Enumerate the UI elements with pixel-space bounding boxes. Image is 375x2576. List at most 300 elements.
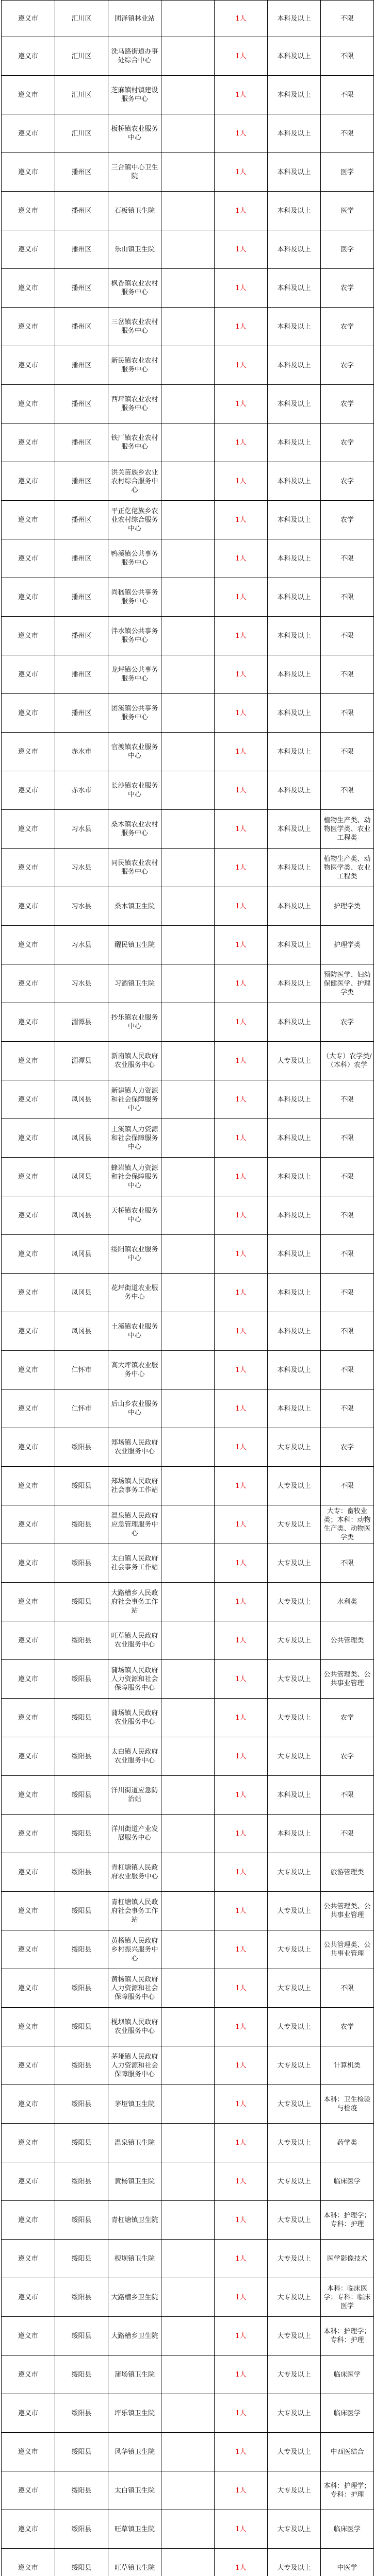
district-cell: 播州区 [55, 308, 108, 346]
table-row [2, 810, 374, 849]
education-cell: 大专及以上 [267, 2008, 320, 2046]
position-cell [161, 1660, 214, 1699]
table-row [2, 964, 374, 1003]
education-cell: 大专及以上 [267, 1660, 320, 1699]
district-cell: 播州区 [55, 462, 108, 501]
city-cell: 遵义市 [2, 501, 55, 539]
count-cell: 1人 [214, 1389, 267, 1428]
unit-cell: 石板镇卫生院 [108, 192, 161, 230]
education-cell: 本科及以上 [267, 887, 320, 926]
district-cell: 汇川区 [55, 1, 108, 37]
count-cell: 1人 [214, 1080, 267, 1119]
position-cell [161, 1235, 214, 1274]
position-cell [161, 539, 214, 578]
unit-cell: 茅垭镇卫生院 [108, 2085, 161, 2124]
city-cell: 遵义市 [2, 308, 55, 346]
unit-cell: 太白镇人民政府农业服务中心 [108, 1737, 161, 1776]
count-cell: 1人 [214, 1, 267, 37]
unit-cell: 桑木镇卫生院 [108, 887, 161, 926]
count-cell: 1人 [214, 1274, 267, 1312]
unit-cell: 天桥镇农业服务中心 [108, 1196, 161, 1235]
education-cell: 大专及以上 [267, 1621, 320, 1660]
unit-cell: 黄杨镇人民政府人力资源和社会保障服务中心 [108, 1969, 161, 2008]
education-cell: 本科及以上 [267, 733, 320, 771]
major-cell: 农学 [320, 501, 373, 539]
education-cell: 本科及以上 [267, 810, 320, 849]
education-cell: 大专及以上 [267, 2278, 320, 2317]
major-cell: 农学 [320, 308, 373, 346]
count-cell: 1人 [214, 1235, 267, 1274]
city-cell: 遵义市 [2, 346, 55, 385]
table-row [2, 1544, 374, 1583]
city-cell: 遵义市 [2, 2510, 55, 2549]
count-cell: 1人 [214, 2510, 267, 2549]
count-cell: 1人 [214, 2046, 267, 2085]
position-cell [161, 346, 214, 385]
table-row [2, 771, 374, 810]
major-cell: 本科：临床医学；专科：临床医学 [320, 2278, 373, 2317]
position-cell [161, 1389, 214, 1428]
district-cell: 绥阳县 [55, 2008, 108, 2046]
position-cell [161, 1196, 214, 1235]
major-cell: 不限 [320, 617, 373, 655]
count-cell: 1人 [214, 1003, 267, 1042]
table-row [2, 2394, 374, 2433]
count-cell: 1人 [214, 694, 267, 733]
major-cell: 不限 [320, 1080, 373, 1119]
district-cell: 播州区 [55, 269, 108, 308]
education-cell: 本科及以上 [267, 501, 320, 539]
city-cell: 遵义市 [2, 2201, 55, 2240]
position-cell [161, 501, 214, 539]
city-cell: 遵义市 [2, 810, 55, 849]
education-cell: 本科及以上 [267, 1158, 320, 1196]
city-cell: 遵义市 [2, 771, 55, 810]
table-row [2, 1930, 374, 1969]
count-cell: 1人 [214, 2008, 267, 2046]
education-cell: 本科及以上 [267, 1312, 320, 1351]
major-cell: 公共管理类、公共事业管理 [320, 1930, 373, 1969]
count-cell: 1人 [214, 1815, 267, 1853]
count-cell: 1人 [214, 1892, 267, 1930]
count-cell: 1人 [214, 771, 267, 810]
unit-cell: 洗马路街道办事处综合中心 [108, 37, 161, 76]
district-cell: 绥阳县 [55, 2355, 108, 2394]
city-cell: 遵义市 [2, 1312, 55, 1351]
count-cell: 1人 [214, 2201, 267, 2240]
count-cell: 1人 [214, 269, 267, 308]
position-cell [161, 1003, 214, 1042]
education-cell: 大专及以上 [267, 2433, 320, 2471]
district-cell: 绥阳县 [55, 1892, 108, 1930]
city-cell: 遵义市 [2, 2085, 55, 2124]
major-cell: 不限 [320, 578, 373, 617]
city-cell: 遵义市 [2, 1389, 55, 1428]
unit-cell: 大路槽乡卫生院 [108, 2278, 161, 2317]
table-row [2, 192, 374, 230]
major-cell: 植物生产类、动物医学类、农业工程类 [320, 810, 373, 849]
city-cell: 遵义市 [2, 1699, 55, 1737]
city-cell: 遵义市 [2, 1428, 55, 1467]
education-cell: 大专及以上 [267, 2162, 320, 2201]
education-cell: 本科及以上 [267, 76, 320, 114]
education-cell: 本科及以上 [267, 1776, 320, 1815]
education-cell: 本科及以上 [267, 771, 320, 810]
count-cell: 1人 [214, 308, 267, 346]
unit-cell: 青杠塘镇人民政府农业服务中心 [108, 1853, 161, 1892]
unit-cell: 高大坪镇农业服务中心 [108, 1351, 161, 1389]
count-cell: 1人 [214, 1119, 267, 1158]
position-cell [161, 1776, 214, 1815]
unit-cell: 土溪镇农业服务中心 [108, 1312, 161, 1351]
table-row [2, 76, 374, 114]
city-cell: 遵义市 [2, 1737, 55, 1776]
district-cell: 湄潭县 [55, 1042, 108, 1080]
table-row [2, 1467, 374, 1505]
position-cell [161, 114, 214, 153]
district-cell: 绥阳县 [55, 1853, 108, 1892]
table-row [2, 1853, 374, 1892]
major-cell: 不限 [320, 1274, 373, 1312]
table-row [2, 1235, 374, 1274]
city-cell: 遵义市 [2, 1892, 55, 1930]
education-cell: 本科及以上 [267, 1119, 320, 1158]
major-cell: 不限 [320, 1, 373, 37]
major-cell: 不限 [320, 1312, 373, 1351]
education-cell: 大专及以上 [267, 2317, 320, 2355]
count-cell: 1人 [214, 2085, 267, 2124]
position-cell [161, 37, 214, 76]
major-cell: 公共管理类、公共事业管理 [320, 1892, 373, 1930]
count-cell: 1人 [214, 1621, 267, 1660]
unit-cell: 温泉镇卫生院 [108, 2124, 161, 2162]
position-cell [161, 76, 214, 114]
position-cell [161, 1892, 214, 1930]
unit-cell: 新民镇农业农村服务中心 [108, 346, 161, 385]
education-cell: 本科及以上 [267, 1274, 320, 1312]
major-cell: 不限 [320, 1776, 373, 1815]
major-cell: 护理学类 [320, 926, 373, 964]
position-cell [161, 1544, 214, 1583]
city-cell: 遵义市 [2, 849, 55, 887]
district-cell: 汇川区 [55, 114, 108, 153]
education-cell: 本科及以上 [267, 462, 320, 501]
education-cell: 大专及以上 [267, 1544, 320, 1583]
table-row [2, 2549, 374, 2576]
district-cell: 播州区 [55, 423, 108, 462]
table-row [2, 1080, 374, 1119]
position-cell [161, 1080, 214, 1119]
major-cell: 本科：护理学；专科：护理 [320, 2201, 373, 2240]
city-cell: 遵义市 [2, 269, 55, 308]
education-cell: 本科及以上 [267, 694, 320, 733]
unit-cell: 三岔镇农业农村服务中心 [108, 308, 161, 346]
city-cell: 遵义市 [2, 926, 55, 964]
position-cell [161, 192, 214, 230]
unit-cell: 郑场镇人民政府社会事务工作站 [108, 1467, 161, 1505]
district-cell: 播州区 [55, 539, 108, 578]
unit-cell: 风华镇卫生院 [108, 2433, 161, 2471]
unit-cell: 三合镇中心卫生院 [108, 153, 161, 192]
position-cell [161, 308, 214, 346]
unit-cell: 新建镇人力资源和社会保障服务中心 [108, 1080, 161, 1119]
table-row [2, 462, 374, 501]
table-row [2, 37, 374, 76]
table-row [2, 423, 374, 462]
table-row [2, 733, 374, 771]
major-cell: 农学 [320, 1699, 373, 1737]
table-row [2, 694, 374, 733]
unit-cell: 洪关苗族乡农业农村综合服务中心 [108, 462, 161, 501]
major-cell: 临床医学 [320, 2355, 373, 2394]
district-cell: 绥阳县 [55, 2240, 108, 2278]
table-row [2, 308, 374, 346]
unit-cell: 抄乐镇农业服务中心 [108, 1003, 161, 1042]
city-cell: 遵义市 [2, 2471, 55, 2510]
major-cell: 不限 [320, 1158, 373, 1196]
count-cell: 1人 [214, 1312, 267, 1351]
position-cell [161, 462, 214, 501]
position-cell [161, 2008, 214, 2046]
position-cell [161, 926, 214, 964]
table-row [2, 1158, 374, 1196]
education-cell: 大专及以上 [267, 2240, 320, 2278]
major-cell: 不限 [320, 1351, 373, 1389]
count-cell: 1人 [214, 2317, 267, 2355]
district-cell: 习水县 [55, 810, 108, 849]
major-cell: 农学 [320, 1737, 373, 1776]
count-cell: 1人 [214, 346, 267, 385]
district-cell: 绥阳县 [55, 2433, 108, 2471]
position-cell [161, 1, 214, 37]
district-cell: 绥阳县 [55, 1737, 108, 1776]
table-row [2, 269, 374, 308]
position-cell [161, 1969, 214, 2008]
position-cell [161, 269, 214, 308]
count-cell: 1人 [214, 1583, 267, 1621]
count-cell: 1人 [214, 1351, 267, 1389]
education-cell: 大专及以上 [267, 1930, 320, 1969]
district-cell: 仁怀市 [55, 1389, 108, 1428]
education-cell: 本科及以上 [267, 578, 320, 617]
major-cell: 旅游管理类 [320, 1853, 373, 1892]
education-cell: 本科及以上 [267, 423, 320, 462]
position-cell [161, 694, 214, 733]
unit-cell: 洋川街道应急防治站 [108, 1776, 161, 1815]
city-cell: 遵义市 [2, 385, 55, 423]
unit-cell: 洋川街道产业发展服务中心 [108, 1815, 161, 1853]
count-cell: 1人 [214, 2278, 267, 2317]
education-cell: 本科及以上 [267, 617, 320, 655]
major-cell: 药学类 [320, 2124, 373, 2162]
education-cell: 本科及以上 [267, 926, 320, 964]
position-cell [161, 1815, 214, 1853]
unit-cell: 后山乡农业服务中心 [108, 1389, 161, 1428]
city-cell: 遵义市 [2, 2549, 55, 2576]
table-row [2, 2162, 374, 2201]
education-cell: 大专及以上 [267, 1699, 320, 1737]
table-row [2, 1, 374, 37]
major-cell: 公共管理类 [320, 1621, 373, 1660]
education-cell: 大专及以上 [267, 2471, 320, 2510]
education-cell: 本科及以上 [267, 1351, 320, 1389]
major-cell: 不限 [320, 114, 373, 153]
district-cell: 绥阳县 [55, 1428, 108, 1467]
position-cell [161, 1274, 214, 1312]
city-cell: 遵义市 [2, 462, 55, 501]
position-cell [161, 1351, 214, 1389]
education-cell: 大专及以上 [267, 1853, 320, 1892]
position-cell [161, 230, 214, 269]
position-cell [161, 2162, 214, 2201]
count-cell: 1人 [214, 1428, 267, 1467]
count-cell: 1人 [214, 1660, 267, 1699]
unit-cell: 枫香镇农业农村服务中心 [108, 269, 161, 308]
position-cell [161, 1699, 214, 1737]
unit-cell: 大路槽乡卫生院 [108, 2317, 161, 2355]
table-row [2, 2278, 374, 2317]
city-cell: 遵义市 [2, 655, 55, 694]
city-cell: 遵义市 [2, 153, 55, 192]
city-cell: 遵义市 [2, 539, 55, 578]
city-cell: 遵义市 [2, 1544, 55, 1583]
table-row [2, 2124, 374, 2162]
unit-cell: 枧坝镇卫生院 [108, 2240, 161, 2278]
table-row [2, 2201, 374, 2240]
city-cell: 遵义市 [2, 1621, 55, 1660]
major-cell: 大专：畜牧业类；本科：动物生产类、动物医学类 [320, 1505, 373, 1544]
table-row [2, 1969, 374, 2008]
city-cell: 遵义市 [2, 1505, 55, 1544]
district-cell: 仁怀市 [55, 1351, 108, 1389]
education-cell: 本科及以上 [267, 1196, 320, 1235]
unit-cell: 同民镇农业农村服务中心 [108, 849, 161, 887]
district-cell: 绥阳县 [55, 2085, 108, 2124]
position-cell [161, 1428, 214, 1467]
education-cell: 本科及以上 [267, 655, 320, 694]
position-cell [161, 2046, 214, 2085]
district-cell: 绥阳县 [55, 2549, 108, 2576]
table-row [2, 1815, 374, 1853]
city-cell: 遵义市 [2, 1196, 55, 1235]
district-cell: 绥阳县 [55, 2162, 108, 2201]
count-cell: 1人 [214, 926, 267, 964]
count-cell: 1人 [214, 887, 267, 926]
education-cell: 大专及以上 [267, 1892, 320, 1930]
city-cell: 遵义市 [2, 1815, 55, 1853]
table-row [2, 1737, 374, 1776]
unit-cell: 土溪镇人力资源和社会保障服务中心 [108, 1119, 161, 1158]
count-cell: 1人 [214, 501, 267, 539]
unit-cell: 青杠塘镇人民政府社会事务工作站 [108, 1892, 161, 1930]
education-cell: 本科及以上 [267, 37, 320, 76]
district-cell: 播州区 [55, 385, 108, 423]
position-cell [161, 1583, 214, 1621]
position-cell [161, 2124, 214, 2162]
position-cell [161, 153, 214, 192]
major-cell: 临床医学 [320, 2394, 373, 2433]
major-cell: 不限 [320, 1119, 373, 1158]
position-cell [161, 2549, 214, 2576]
district-cell: 绥阳县 [55, 1621, 108, 1660]
district-cell: 播州区 [55, 230, 108, 269]
table-row [2, 2355, 374, 2394]
city-cell: 遵义市 [2, 1274, 55, 1312]
unit-cell: 茅垭镇人民政府人力资源和社会保障服务中心 [108, 2046, 161, 2085]
major-cell: 不限 [320, 694, 373, 733]
unit-cell: 团溪镇公共事务服务中心 [108, 694, 161, 733]
city-cell: 遵义市 [2, 887, 55, 926]
education-cell: 本科及以上 [267, 1235, 320, 1274]
unit-cell: 旺草镇卫生院 [108, 2549, 161, 2576]
education-cell: 大专及以上 [267, 1467, 320, 1505]
city-cell: 遵义市 [2, 1467, 55, 1505]
table-row [2, 1699, 374, 1737]
table-row [2, 1003, 374, 1042]
city-cell: 遵义市 [2, 1080, 55, 1119]
unit-cell: 太白镇卫生院 [108, 2471, 161, 2510]
table-row [2, 1351, 374, 1389]
district-cell: 习水县 [55, 887, 108, 926]
major-cell: 本科：护理学；专科：护理 [320, 2317, 373, 2355]
count-cell: 1人 [214, 37, 267, 76]
unit-cell: 鸭溪镇公共事务服务中心 [108, 539, 161, 578]
major-cell: （大专）农学类/（本科）农学 [320, 1042, 373, 1080]
table-row [2, 230, 374, 269]
education-cell: 大专及以上 [267, 2394, 320, 2433]
count-cell: 1人 [214, 578, 267, 617]
education-cell: 本科及以上 [267, 1080, 320, 1119]
count-cell: 1人 [214, 2433, 267, 2471]
city-cell: 遵义市 [2, 617, 55, 655]
count-cell: 1人 [214, 1505, 267, 1544]
count-cell: 1人 [214, 964, 267, 1003]
major-cell: 医学 [320, 192, 373, 230]
district-cell: 绥阳县 [55, 1699, 108, 1737]
education-cell: 大专及以上 [267, 2124, 320, 2162]
education-cell: 本科及以上 [267, 308, 320, 346]
city-cell: 遵义市 [2, 2278, 55, 2317]
unit-cell: 青杠塘镇卫生院 [108, 2201, 161, 2240]
district-cell: 播州区 [55, 617, 108, 655]
city-cell: 遵义市 [2, 1930, 55, 1969]
district-cell: 汇川区 [55, 76, 108, 114]
table-row [2, 153, 374, 192]
education-cell: 大专及以上 [267, 1042, 320, 1080]
count-cell: 1人 [214, 462, 267, 501]
unit-cell: 蒲场镇卫生院 [108, 2355, 161, 2394]
education-cell: 大专及以上 [267, 2549, 320, 2576]
education-cell: 本科及以上 [267, 1, 320, 37]
district-cell: 凤冈县 [55, 1080, 108, 1119]
district-cell: 赤水市 [55, 733, 108, 771]
major-cell: 中医学 [320, 2549, 373, 2576]
city-cell: 遵义市 [2, 2046, 55, 2085]
education-cell: 本科及以上 [267, 346, 320, 385]
education-cell: 本科及以上 [267, 1389, 320, 1428]
table-row [2, 2510, 374, 2549]
count-cell: 1人 [214, 1930, 267, 1969]
table-row [2, 2240, 374, 2278]
major-cell: 农学 [320, 269, 373, 308]
table-body [2, 1, 374, 2576]
district-cell: 习水县 [55, 926, 108, 964]
count-cell: 1人 [214, 810, 267, 849]
count-cell: 1人 [214, 2394, 267, 2433]
city-cell: 遵义市 [2, 1583, 55, 1621]
major-cell: 农学 [320, 1003, 373, 1042]
position-cell [161, 1467, 214, 1505]
